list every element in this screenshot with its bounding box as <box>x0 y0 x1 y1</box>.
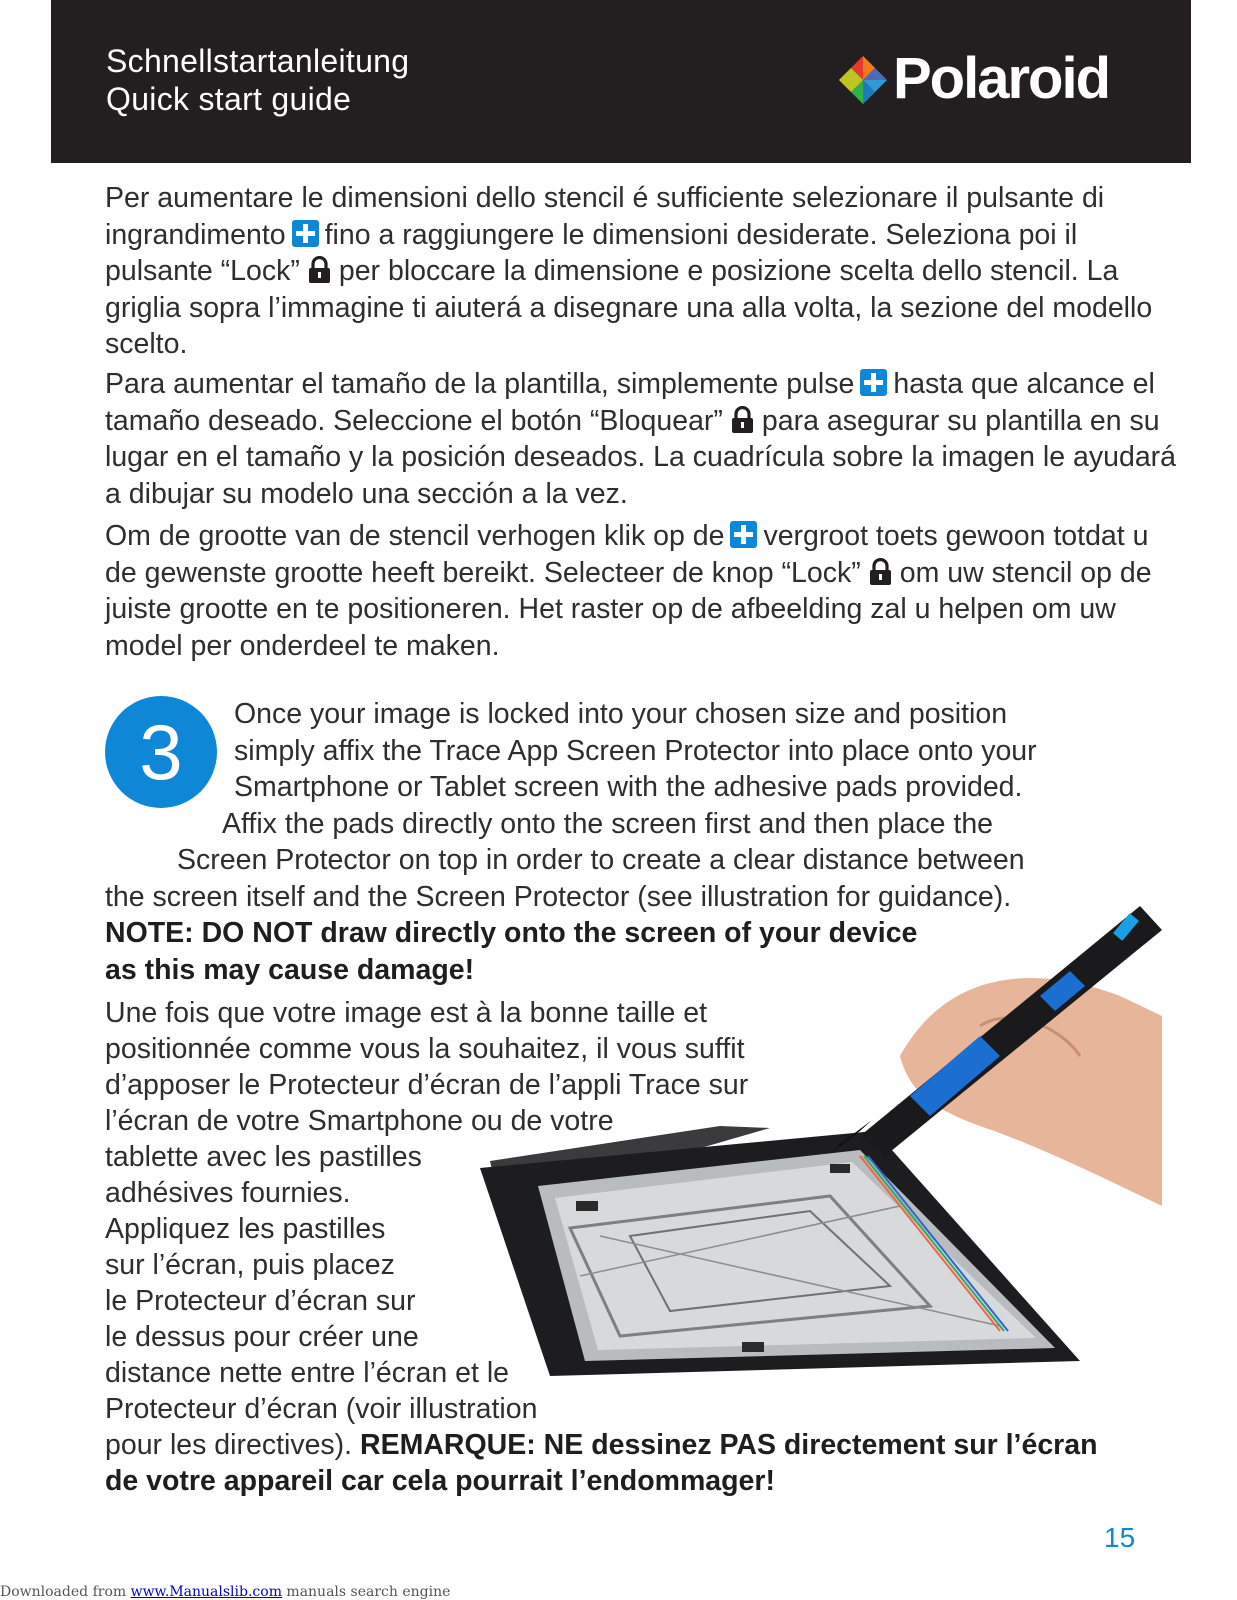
french-line: d’apposer le Protecteur d’écran de l’appli Trace sur <box>105 1069 749 1101</box>
french-line: l’écran de votre Smartphone ou de votre <box>105 1105 614 1137</box>
note-line: NOTE: DO NOT draw directly onto the screen of your device <box>105 917 918 949</box>
step3-line: Screen Protector on top in order to create a clear distance between <box>177 844 1025 876</box>
text-it-3: per bloccare la dimensione e posizione scelta dello stencil. La griglia sopra l’immagine ti aiuterá a disegnare una alla volta, la sezione del modello scelto. <box>105 255 1153 361</box>
lock-icon <box>867 558 894 585</box>
manualslib-link[interactable]: www.Manualslib.com <box>130 1584 282 1600</box>
brand-name: Polaroid <box>893 46 1110 111</box>
french-line: adhésives fournies. <box>105 1177 351 1209</box>
paragraph-dutch <box>105 518 1185 664</box>
text-nl-2: vergroot toets gewoon totdat u de gewenste grootte heeft bereikt. Selecteer de knop “Lock” <box>105 520 1149 589</box>
page-number: 15 <box>1104 1522 1136 1553</box>
title-de: Schnellstartanleitung <box>106 43 410 79</box>
footer-suffix: manuals search engine <box>281 1584 451 1600</box>
step3-line: the screen itself and the Screen Protector (see illustration for guidance). <box>105 881 1012 913</box>
step-number-badge: 3 <box>105 696 217 808</box>
polaroid-diamond-icon <box>837 54 889 106</box>
step3-line: Smartphone or Tablet screen with the adhesive pads provided. <box>234 771 1023 803</box>
header-titles <box>106 42 409 118</box>
step3-line: Once your image is locked into your chosen size and position <box>234 698 1008 730</box>
french-line: Une fois que votre image est à la bonne taille et <box>105 997 708 1029</box>
tablet-pen-illustration <box>480 906 1162 1386</box>
plus-icon <box>292 220 319 247</box>
french-line: sur l’écran, puis placez <box>105 1249 395 1281</box>
text-it-2: fino a raggiungere le dimensioni desiderate. Seleziona poi il pulsante “Lock” <box>105 218 1078 288</box>
text-nl-3: om uw stencil op de juiste grootte en te positioneren. Het raster op de afbeelding zal u helpen om uw model per onderdeel te maken. <box>105 556 1152 662</box>
french-line: le Protecteur d’écran sur <box>105 1285 416 1317</box>
french-remark-line: de votre appareil car cela pourrait l’endommager! <box>105 1465 775 1497</box>
text-it-1: Per aumentare le dimensioni dello stencil é sufficiente selezionare il pulsante di ingrandimento <box>105 182 1105 251</box>
step3-line: Affix the pads directly onto the screen first and then place the <box>222 808 994 840</box>
lock-icon <box>729 406 756 433</box>
french-line: le dessus pour créer une <box>105 1321 419 1353</box>
french-line: positionnée comme vous la souhaitez, il vous suffit <box>105 1033 745 1065</box>
text-es-3: para asegurar su plantilla en su lugar en el tamaño y la posición deseados. La cuadrícula sobre la imagen le ayudará a dibujar su modelo una sección a la vez. <box>105 404 1177 510</box>
french-line: Appliquez les pastilles <box>105 1213 386 1245</box>
lock-icon <box>306 256 333 283</box>
footer-credit <box>0 1584 450 1600</box>
french-line-mixed <box>105 1427 1098 1464</box>
french-line: distance nette entre l’écran et le <box>105 1357 509 1389</box>
header-band <box>51 0 1191 163</box>
paragraph-spanish <box>105 366 1185 512</box>
plus-icon <box>860 369 887 396</box>
paragraph-italian <box>105 180 1185 363</box>
polaroid-logo <box>837 46 1137 111</box>
text-nl-1: Om de grootte van de stencil verhogen klik op de <box>105 520 725 552</box>
tablet-image <box>480 1126 1080 1376</box>
step3-line: simply affix the Trace App Screen Protector into place onto your <box>234 735 1037 767</box>
footer-prefix: Downloaded from <box>0 1584 131 1600</box>
note-line: as this may cause damage! <box>105 954 475 986</box>
title-en: Quick start guide <box>106 81 352 117</box>
french-line: Protecteur d’écran (voir illustration <box>105 1393 538 1425</box>
french-line: tablette avec les pastilles <box>105 1141 422 1173</box>
plus-icon <box>730 521 757 548</box>
text-es-2: hasta que alcance el tamaño deseado. Seleccione el botón “Bloquear” <box>105 368 1155 437</box>
french-remark: REMARQUE: NE dessinez PAS directement sur l’écran <box>360 1429 1098 1461</box>
text-es-1: Para aumentar el tamaño de la plantilla, simplemente pulse <box>105 368 855 400</box>
french-text: pour les directives). <box>105 1429 361 1461</box>
